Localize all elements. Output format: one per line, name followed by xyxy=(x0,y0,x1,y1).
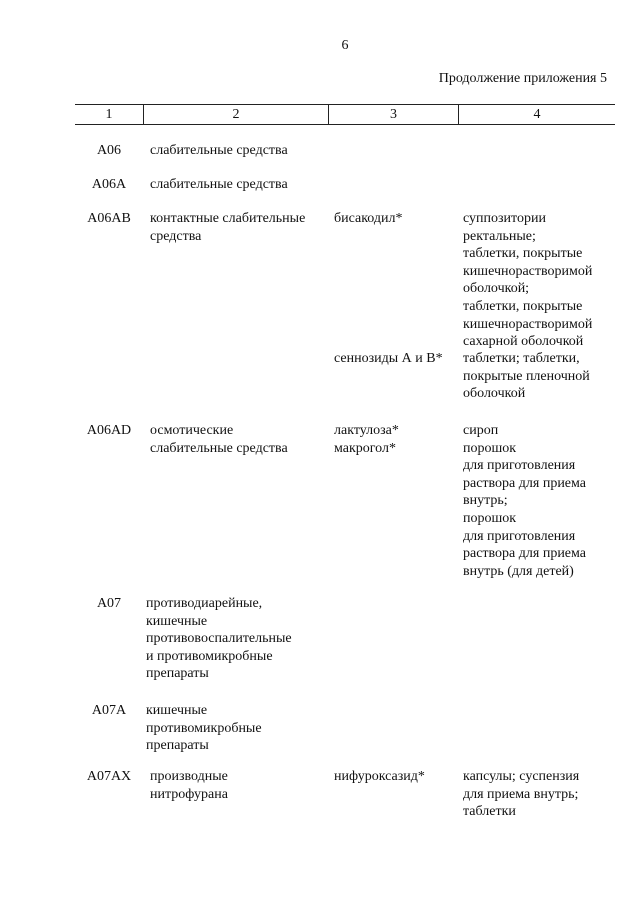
dosage-form-line: таблетки, покрытые xyxy=(463,298,583,314)
drug-name-line: нифуроксазид* xyxy=(334,769,425,784)
atc-code: A07AX xyxy=(86,769,132,784)
header-col-4: 4 xyxy=(533,107,541,122)
dosage-form-line: кишечнорастворимой xyxy=(463,316,593,332)
group-name-line: препараты xyxy=(146,738,209,754)
dosage-form-line: порошок xyxy=(463,440,517,456)
dosage-form-line: для приема внутрь; xyxy=(463,786,579,802)
group-name xyxy=(150,210,328,245)
dosage-form-line: таблетки; таблетки, xyxy=(463,351,580,366)
dosage-form-line: суппозитории xyxy=(463,211,546,226)
atc-code: A06 xyxy=(96,143,122,158)
drug-name xyxy=(334,350,459,368)
table-header xyxy=(75,104,615,125)
atc-code: A06AB xyxy=(87,211,131,226)
dosage-form-line: для приготовления xyxy=(463,458,576,474)
dosage-form xyxy=(463,350,613,403)
dosage-form-line: оболочкой; xyxy=(463,281,530,297)
dosage-form xyxy=(463,768,613,821)
dosage-form-line: кишечнорастворимой xyxy=(463,263,593,279)
group-name xyxy=(146,595,324,683)
atc-code: A06A xyxy=(91,177,127,192)
dosage-form-line: таблетки, покрытые xyxy=(463,246,583,262)
group-name xyxy=(150,176,328,194)
dosage-form-line: ректальные; xyxy=(463,228,536,244)
dosage-form-line: оболочкой xyxy=(463,386,526,402)
group-name-line: нитрофурана xyxy=(150,786,228,802)
drug-name xyxy=(334,210,459,228)
drug-name xyxy=(334,422,459,457)
group-name-line: противовоспалительные xyxy=(146,631,292,647)
dosage-form-line: внутрь; xyxy=(463,493,508,509)
group-name xyxy=(150,422,328,457)
dosage-form-line: раствора для приема xyxy=(463,546,586,562)
dosage-form-line: сахарной оболочкой xyxy=(463,334,584,350)
drug-name-line: бисакодил* xyxy=(334,211,403,226)
group-name-line: производные xyxy=(150,769,228,784)
group-name xyxy=(146,702,324,755)
dosage-form-line: внутрь (для детей) xyxy=(463,563,574,579)
group-name-line: контактные слабительные xyxy=(150,211,306,226)
group-name-line: противомикробные xyxy=(146,720,262,736)
header-col-1: 1 xyxy=(105,107,113,122)
dosage-form-line: сироп xyxy=(463,423,499,438)
group-name-line: противодиарейные, xyxy=(146,596,263,611)
group-name-line: слабительные средства xyxy=(150,143,288,158)
group-name-line: кишечные xyxy=(146,613,208,629)
group-name-line: слабительные средства xyxy=(150,177,288,192)
continuation-caption: Продолжение приложения 5 xyxy=(438,71,607,86)
group-name-line: осмотические xyxy=(150,423,234,438)
group-name-line: кишечные xyxy=(146,703,208,718)
group-name xyxy=(150,768,328,803)
header-col-3: 3 xyxy=(390,107,397,122)
page-number: 6 xyxy=(341,38,349,53)
dosage-form-line: покрытые пленочной xyxy=(463,368,590,384)
atc-code: A07 xyxy=(96,596,122,611)
atc-code: A06AD xyxy=(86,423,132,438)
dosage-form-line: порошок xyxy=(463,510,517,526)
group-name-line: слабительные средства xyxy=(150,440,288,456)
dosage-form-line: для приготовления xyxy=(463,528,576,544)
dosage-form xyxy=(463,422,613,580)
group-name-line: препараты xyxy=(146,666,209,682)
drug-name-line: макрогол* xyxy=(334,440,396,456)
dosage-form-line: таблетки xyxy=(463,804,516,820)
group-name-line: средства xyxy=(150,228,202,244)
drug-name-line: лактулоза* xyxy=(334,423,399,438)
group-name xyxy=(150,142,328,160)
header-col-2: 2 xyxy=(232,107,240,122)
drug-name-line: сеннозиды А и В* xyxy=(334,351,443,366)
dosage-form-line: раствора для приема xyxy=(463,475,586,491)
group-name-line: и противомикробные xyxy=(146,648,273,664)
drug-name xyxy=(334,768,459,786)
dosage-form xyxy=(463,210,613,351)
dosage-form-line: капсулы; суспензия xyxy=(463,769,580,784)
atc-code: A07A xyxy=(91,703,127,718)
